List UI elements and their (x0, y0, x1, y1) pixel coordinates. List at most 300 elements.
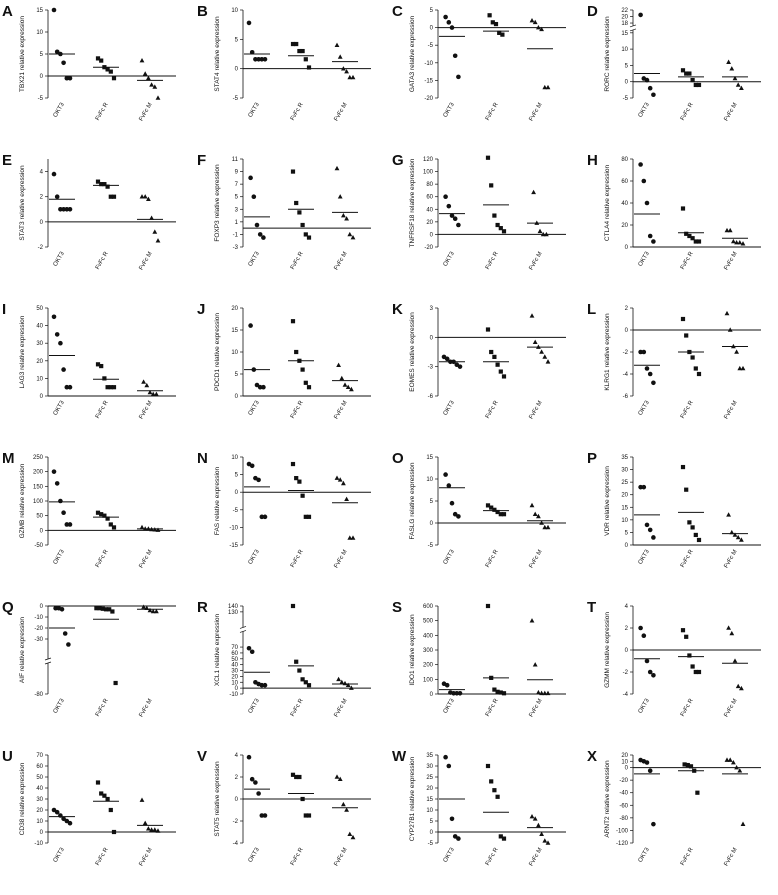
data-point-circle (63, 631, 68, 636)
data-point-triangle (733, 658, 738, 662)
data-point-square (486, 604, 490, 608)
y-tick-label: -2 (232, 819, 238, 825)
data-point-circle (248, 323, 253, 328)
y-tick-label: -6 (622, 394, 628, 400)
data-point-triangle (143, 821, 148, 825)
data-point-circle (450, 817, 455, 822)
x-tick-label: OKT3 (52, 698, 66, 715)
data-point-square (684, 635, 688, 639)
x-tick-label: FvFc M (723, 698, 739, 719)
data-point-square (106, 797, 110, 801)
x-tick-label: FvFc M (528, 400, 544, 421)
y-tick-label: 10 (231, 455, 238, 461)
y-tick-label: 40 (231, 662, 238, 669)
data-point-circle (458, 691, 463, 696)
data-point-triangle (140, 798, 145, 802)
y-tick-label: 5 (234, 37, 238, 44)
data-point-circle (642, 350, 647, 355)
x-tick-label: OKT3 (637, 549, 651, 566)
data-point-square (492, 355, 496, 359)
y-tick-label: 15 (621, 30, 628, 37)
y-axis-label: ARNT2 relative expression (604, 760, 611, 838)
y-tick-label: -5 (622, 96, 628, 102)
x-tick-label: FvFc M (723, 549, 739, 570)
panel-letter: L (587, 301, 597, 318)
data-point-triangle (728, 228, 733, 232)
data-point-square (489, 779, 493, 783)
data-point-triangle (336, 363, 341, 367)
data-point-square (681, 206, 685, 210)
x-tick-label: FvFc R (484, 698, 500, 718)
data-point-circle (447, 20, 452, 25)
data-point-triangle (336, 677, 341, 681)
y-tick-label: 0 (234, 394, 238, 400)
panel-letter: B (197, 3, 208, 20)
y-tick-label: 3 (429, 306, 433, 312)
data-point-circle (253, 780, 258, 785)
y-tick-label: 100 (32, 499, 43, 505)
y-tick-label: 100 (422, 169, 433, 176)
data-point-circle (52, 8, 57, 13)
y-tick-label: 200 (32, 469, 43, 476)
data-point-circle (61, 510, 66, 515)
y-tick-label: 400 (422, 633, 433, 640)
panel-letter: X (587, 748, 598, 765)
data-point-square (488, 13, 492, 17)
data-point-square (496, 795, 500, 799)
data-point-triangle (531, 190, 536, 194)
data-point-circle (55, 194, 60, 199)
data-point-circle (447, 204, 452, 209)
data-point-triangle (351, 535, 356, 539)
data-point-circle (66, 642, 71, 647)
x-tick-label: FvFc R (94, 251, 110, 271)
x-tick-label: FvFc R (679, 549, 695, 569)
y-tick-label: 200 (422, 662, 433, 669)
y-tick-label: -20 (424, 245, 433, 251)
data-point-square (291, 319, 295, 323)
data-point-circle (651, 92, 656, 97)
panel-H (587, 152, 761, 271)
data-point-circle (648, 528, 653, 533)
data-point-square (291, 604, 295, 608)
y-tick-label: 50 (231, 656, 238, 663)
data-point-circle (61, 61, 66, 66)
panel-letter: A (2, 3, 13, 20)
panel-L (587, 301, 761, 420)
x-tick-label: FvFc R (289, 400, 305, 420)
y-tick-label: -6 (427, 394, 433, 400)
x-tick-label: OKT3 (247, 251, 261, 268)
y-tick-label: 2 (624, 626, 628, 632)
x-tick-label: FvFc R (289, 549, 305, 569)
data-point-circle (443, 755, 448, 760)
data-point-circle (68, 522, 73, 527)
y-tick-label: -15 (424, 78, 433, 85)
data-point-square (496, 363, 500, 367)
data-point-triangle (140, 58, 145, 62)
y-tick-label: 20 (231, 674, 238, 681)
data-point-circle (261, 235, 266, 240)
data-point-triangle (152, 827, 157, 831)
data-point-circle (456, 223, 461, 228)
y-tick-label: -4 (232, 841, 238, 847)
data-point-square (691, 664, 695, 668)
data-point-circle (453, 216, 458, 221)
panel-G (392, 152, 566, 271)
data-point-triangle (530, 618, 535, 622)
data-point-square (297, 775, 301, 779)
data-point-circle (648, 768, 653, 773)
data-point-triangle (156, 238, 161, 242)
y-tick-label: 60 (231, 650, 238, 657)
y-tick-label: -5 (427, 543, 433, 549)
data-point-triangle (726, 625, 731, 629)
data-point-circle (651, 535, 656, 540)
y-axis-label: FAS relative expression (214, 466, 221, 536)
panel-M (2, 450, 176, 569)
data-point-square (102, 376, 106, 380)
y-tick-label: -1 (232, 232, 238, 239)
data-point-circle (645, 760, 650, 765)
y-tick-label: 600 (422, 604, 433, 610)
data-point-square (301, 368, 305, 372)
data-point-circle (60, 607, 65, 612)
data-point-square (684, 488, 688, 492)
data-point-square (689, 764, 693, 768)
data-point-circle (651, 239, 656, 244)
y-tick-label: 250 (32, 455, 43, 461)
x-tick-label: FvFc R (484, 102, 500, 122)
y-tick-label: 5 (39, 52, 43, 58)
y-tick-label: 22 (621, 8, 628, 14)
data-point-square (291, 462, 295, 466)
data-point-triangle (736, 82, 741, 86)
x-tick-label: FvFc M (528, 102, 544, 123)
y-axis-label: KLRG1 relative expression (604, 313, 611, 391)
y-tick-label: 7 (234, 182, 238, 189)
y-tick-label: 0 (624, 79, 628, 86)
data-point-triangle (341, 213, 346, 217)
y-tick-label: 20 (36, 358, 43, 365)
x-tick-label: FvFc M (138, 251, 154, 272)
data-point-triangle (726, 60, 731, 64)
data-point-triangle (154, 392, 159, 396)
y-tick-label: 10 (621, 47, 628, 54)
y-axis-label: CTLA4 relative expression (604, 164, 611, 242)
x-tick-label: OKT3 (442, 549, 456, 566)
data-point-circle (252, 194, 257, 199)
panel-letter: N (197, 450, 208, 467)
data-point-square (112, 385, 116, 389)
data-point-circle (638, 13, 643, 18)
y-tick-label: 15 (36, 8, 43, 14)
data-point-triangle (530, 503, 535, 507)
data-point-triangle (143, 71, 148, 75)
y-tick-label: 10 (426, 477, 433, 483)
data-point-circle (68, 385, 73, 390)
data-point-triangle (149, 82, 154, 86)
y-axis-label: XCL1 relative expression (214, 613, 221, 687)
data-point-circle (450, 501, 455, 506)
y-tick-label: 1 (234, 219, 238, 226)
data-point-triangle (156, 527, 161, 531)
data-point-circle (648, 372, 653, 377)
data-point-square (492, 788, 496, 792)
y-tick-label: 18 (621, 21, 628, 28)
data-point-circle (645, 201, 650, 206)
data-point-circle (261, 385, 266, 390)
x-tick-label: FvFc R (679, 698, 695, 718)
y-axis-label: TBX21 relative expression (19, 16, 26, 92)
y-tick-label: 0 (234, 66, 238, 73)
data-point-square (681, 317, 685, 321)
y-axis-label: VDR relative expression (604, 466, 611, 536)
panel-Q (2, 599, 176, 718)
data-point-square (307, 683, 311, 687)
data-point-square (109, 808, 113, 812)
data-point-triangle (731, 239, 736, 243)
panel-letter: O (392, 450, 404, 467)
y-tick-label: 0 (39, 219, 43, 226)
data-point-triangle (533, 340, 538, 344)
y-tick-label: 25 (621, 480, 628, 487)
x-tick-label: FvFc R (484, 400, 500, 420)
x-tick-label: FvFc R (679, 251, 695, 271)
x-tick-label: FvFc M (333, 847, 349, 868)
data-point-square (502, 837, 506, 841)
data-point-square (502, 229, 506, 233)
data-point-square (99, 364, 103, 368)
data-point-square (694, 366, 698, 370)
x-tick-label: FvFc R (94, 400, 110, 420)
data-point-circle (443, 194, 448, 199)
data-point-square (294, 201, 298, 205)
panel-letter: I (2, 301, 7, 318)
data-point-square (499, 369, 503, 373)
data-point-circle (58, 813, 63, 818)
data-point-square (502, 512, 506, 516)
x-tick-label: OKT3 (52, 549, 66, 566)
y-tick-label: 120 (422, 157, 433, 163)
y-tick-label: -2 (37, 245, 43, 251)
y-tick-label: 0 (624, 245, 628, 251)
x-tick-label: OKT3 (637, 251, 651, 268)
y-tick-label: 25 (426, 775, 433, 781)
x-tick-label: FvFc R (289, 251, 305, 271)
data-point-circle (68, 207, 73, 212)
panel-letter: G (392, 152, 404, 169)
y-tick-label: 50 (36, 775, 43, 781)
x-tick-label: FvFc M (528, 549, 544, 570)
data-point-circle (645, 659, 650, 664)
y-tick-label: 11 (231, 157, 238, 163)
data-point-circle (250, 777, 255, 782)
data-point-square (681, 628, 685, 632)
data-point-circle (248, 176, 253, 181)
x-tick-label: FvFc M (138, 549, 154, 570)
data-point-circle (651, 673, 656, 678)
data-point-circle (263, 813, 268, 818)
y-tick-label: 9 (234, 169, 238, 176)
y-tick-label: -60 (619, 803, 628, 810)
data-point-circle (263, 57, 268, 62)
y-tick-label: 140 (227, 604, 238, 610)
y-tick-label: 20 (621, 753, 628, 759)
x-tick-label: OKT3 (247, 102, 261, 119)
data-point-circle (256, 791, 261, 796)
data-point-circle (651, 822, 656, 827)
data-point-square (294, 660, 298, 664)
data-point-square (489, 183, 493, 187)
data-point-circle (443, 15, 448, 20)
data-point-triangle (734, 349, 739, 353)
y-tick-label: 30 (36, 341, 43, 348)
panel-letter: K (392, 301, 403, 318)
y-axis-label: LAG3 relative expression (19, 315, 26, 389)
y-tick-label: 0 (39, 604, 43, 610)
y-tick-label: 80 (426, 182, 433, 189)
data-point-circle (58, 341, 63, 346)
y-tick-label: -100 (615, 828, 628, 835)
x-tick-label: FvFc M (333, 698, 349, 719)
data-point-circle (61, 367, 66, 372)
data-point-circle (247, 21, 252, 26)
y-tick-label: 4 (234, 753, 238, 759)
x-tick-label: FvFc M (333, 549, 349, 570)
data-point-triangle (542, 354, 547, 358)
data-point-triangle (141, 379, 146, 383)
data-point-square (304, 381, 308, 385)
y-tick-label: 10 (426, 808, 433, 814)
panel-I (2, 301, 176, 420)
x-tick-label: FvFc R (94, 102, 110, 122)
data-point-triangle (335, 43, 340, 47)
y-tick-label: -10 (229, 692, 238, 698)
y-tick-label: -4 (622, 372, 628, 378)
panel-C (392, 3, 566, 122)
y-tick-label: 10 (621, 517, 628, 524)
data-point-triangle (152, 229, 157, 233)
data-point-square (307, 65, 311, 69)
y-tick-label: -5 (232, 96, 238, 102)
x-tick-label: OKT3 (442, 102, 456, 119)
x-tick-label: FvFc M (138, 698, 154, 719)
data-point-square (697, 372, 701, 376)
panel-D (587, 3, 761, 122)
y-tick-label: -10 (424, 60, 433, 67)
data-point-circle (648, 234, 653, 239)
panel-W (392, 748, 566, 867)
y-tick-label: 5 (234, 194, 238, 201)
y-tick-label: -20 (424, 96, 433, 102)
data-point-triangle (351, 75, 356, 79)
panel-X (587, 748, 761, 867)
data-point-circle (52, 172, 57, 177)
data-point-circle (256, 478, 261, 483)
data-point-square (684, 333, 688, 337)
data-point-square (99, 59, 103, 63)
y-tick-label: 4 (624, 604, 628, 610)
x-tick-label: FvFc M (723, 102, 739, 123)
data-point-square (486, 764, 490, 768)
x-tick-label: FvFc R (94, 549, 110, 569)
y-tick-label: -15 (229, 543, 238, 549)
x-tick-label: FvFc M (138, 847, 154, 868)
data-point-square (307, 813, 311, 817)
x-tick-label: FvFc R (289, 847, 305, 867)
data-point-square (301, 494, 305, 498)
x-tick-label: OKT3 (247, 698, 261, 715)
data-point-circle (255, 223, 260, 228)
y-tick-label: 80 (621, 157, 628, 163)
y-tick-label: 20 (621, 492, 628, 499)
y-tick-label: 0 (234, 686, 238, 693)
data-point-square (697, 239, 701, 243)
panel-letter: H (587, 152, 598, 169)
data-point-square (112, 830, 116, 834)
data-point-square (297, 210, 301, 214)
y-tick-label: -3 (427, 364, 433, 371)
data-point-triangle (156, 95, 161, 99)
y-axis-label: FASLG relative expression (409, 462, 416, 540)
y-tick-label: -2 (622, 350, 628, 356)
data-point-square (694, 533, 698, 537)
y-tick-label: -5 (37, 96, 43, 102)
x-tick-label: OKT3 (52, 251, 66, 268)
x-tick-label: OKT3 (442, 698, 456, 715)
data-point-circle (263, 683, 268, 688)
data-point-square (681, 465, 685, 469)
data-point-square (301, 797, 305, 801)
data-point-circle (445, 683, 450, 688)
x-tick-label: OKT3 (52, 400, 66, 417)
data-point-circle (453, 53, 458, 58)
y-tick-label: 0 (624, 648, 628, 654)
y-tick-label: 10 (36, 376, 43, 383)
y-tick-label: 0 (624, 765, 628, 772)
data-point-square (695, 791, 699, 795)
data-point-square (494, 22, 498, 26)
data-point-circle (447, 483, 452, 488)
y-tick-label: 10 (231, 350, 238, 356)
data-point-triangle (538, 229, 543, 233)
y-tick-label: -50 (34, 543, 43, 549)
y-tick-label: 40 (36, 786, 43, 792)
data-point-triangle (335, 774, 340, 778)
y-tick-label: 20 (231, 306, 238, 312)
data-point-triangle (335, 166, 340, 170)
y-tick-label: -10 (229, 525, 238, 532)
y-tick-label: 10 (231, 8, 238, 14)
data-point-circle (263, 515, 268, 520)
y-tick-label: 15 (621, 505, 628, 512)
panel-letter: V (197, 748, 208, 765)
y-tick-label: 150 (32, 484, 43, 491)
x-tick-label: FvFc M (528, 251, 544, 272)
x-tick-label: OKT3 (442, 400, 456, 417)
data-point-triangle (338, 194, 343, 198)
y-tick-label: 35 (426, 753, 433, 759)
data-point-circle (443, 472, 448, 477)
y-tick-label: 70 (231, 645, 238, 652)
data-point-triangle (146, 826, 151, 830)
data-point-square (489, 350, 493, 354)
y-axis-label: CD38 relative expression (19, 762, 26, 836)
x-tick-label: FvFc R (679, 400, 695, 420)
data-point-circle (642, 485, 647, 490)
data-point-square (114, 681, 118, 685)
